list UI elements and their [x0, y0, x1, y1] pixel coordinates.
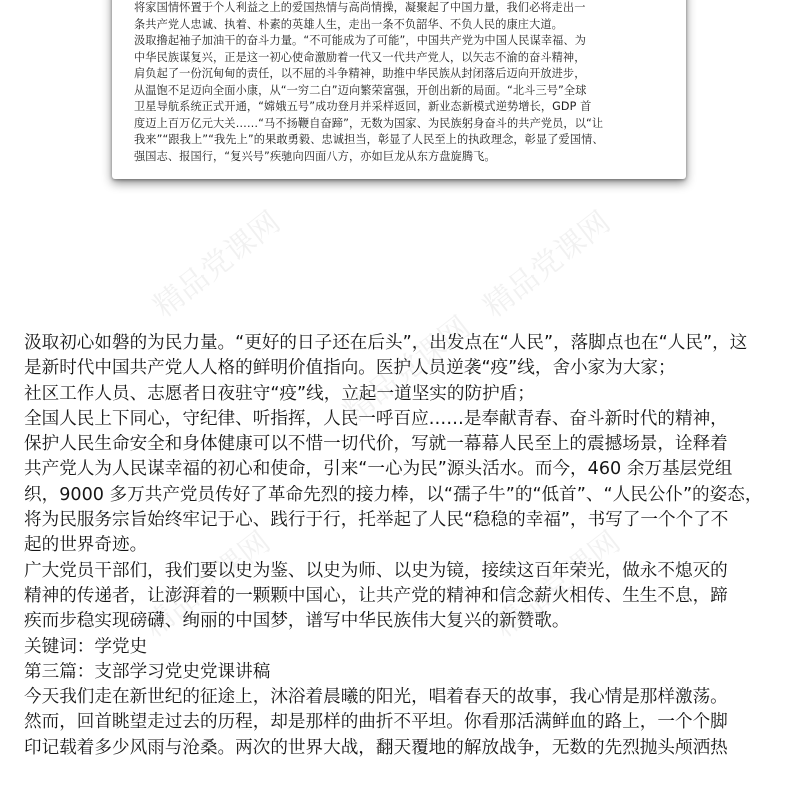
paragraph-line: 将为民服务宗旨始终牢记于心、践行于行，托举起了人民“稳稳的幸福”，书写了一个个了不 [24, 510, 729, 531]
card-line: 强国志、报国行，“复兴号”疾驰向四面八方，亦如巨龙从东方盘旋腾飞。 [134, 149, 496, 163]
watermark: 精品党课网 [487, 524, 628, 645]
paragraph-line: 织，9000 多万共产党员传好了革命先烈的接力棒，以“孺子牛”的“低首”、“人民公仆”的姿态， [24, 484, 763, 505]
paragraph-line: 共产党人为人民谋幸福的初心和使命，引来“一心为民”源头活水。而今，460 余万基层党组 [24, 459, 733, 480]
section-heading: 第三篇：支部学习党史党课讲稿 [24, 661, 271, 682]
watermark: 精品党课网 [137, 524, 278, 645]
card-line: 条共产党人忠诚、执着、朴素的英雄人生，走出一条不负韶华、不负人民的康庄大道。 [134, 17, 563, 31]
paragraph-line: 今天我们走在新世纪的征途上，沐浴着晨曦的阳光，唱着春天的故事，我心情是那样激荡。 [24, 687, 728, 708]
card-line: 中华民族谋复兴，正是这一初心使命激励着一代又一代共产党人，以矢志不渝的奋斗精神， [134, 50, 586, 64]
paragraph-line: 社区工作人员、志愿者日夜驻守“疫”线，立起一道坚实的防护盾； [24, 383, 535, 404]
paragraph-line: 然而，回首眺望走过去的历程，却是那样的曲折不平坦。你看那活满鲜血的路上，一个个脚 [24, 712, 728, 733]
card-line: 我来”“跟我上”“我先上”的果敢勇毅、忠诚担当，彰显了人民至上的执政理念，彰显了爱国情、 [134, 133, 604, 146]
document-excerpt-card [112, 0, 686, 179]
top-document-image [0, 0, 800, 330]
card-line: 汲取撸起袖子加油干的奋斗力量。“不可能成为了可能”，中国共产党为中国人民谋幸福、为 [134, 34, 587, 47]
card-line: 肩负起了一份沉甸甸的责任，以不屈的斗争精神，助推中华民族从封闭落后迈向开放进步， [134, 67, 586, 80]
paragraph-line: 精神的传递者，让澎湃着的一颗颗中国心，让共产党的精神和信念薪火相传、生生不息，蹄 [24, 585, 728, 606]
card-line: 从温饱不足迈向全面小康，从“一穷二白”迈向繁荣富强，开创出新的局面。“北斗三号”全球 [134, 83, 587, 97]
paragraph-line: 印记载着多少风雨与沧桑。两次的世界大战，翻天覆地的解放战争，无数的先烈抛头颅洒热 [24, 737, 728, 758]
card-line: 度迈上百万亿元大关……“马不扬鞭自奋蹄”，无数为国家、为民族躬身奋斗的共产党员，以“让 [134, 116, 604, 130]
paragraph-line: 全国人民上下同心，守纪律、听指挥，人民一呼百应……是奉献青春、奋斗新时代的精神， [24, 408, 728, 429]
keywords-line: 关键词：学党史 [24, 636, 148, 657]
paragraph-line: 是新时代中国共产党人人格的鲜明价值指向。医护人员逆袭“疫”线，舍小家为大家； [24, 358, 676, 379]
watermark: 精品党课网 [477, 204, 618, 325]
card-line: 将家国情怀置于个人利益之上的爱国热情与高尚情操，凝聚起了中国力量，我们必将走出一 [134, 1, 586, 14]
watermark: 精品党课网 [147, 204, 288, 325]
paragraph-line: 疾而步稳实现磅礴、绚丽的中国梦，谱写中华民族伟大复兴的新赞歌。 [24, 611, 570, 632]
paragraph-line: 广大党员干部们，我们要以史为鉴、以史为师、以史为镜，接续这百年荣光，做永不熄灭的 [24, 560, 728, 581]
paragraph-line: 汲取初心如磐的为民力量。“更好的日子还在后头”，出发点在“人民”，落脚点也在“人民”，这 [24, 333, 748, 353]
card-line: 卫星导航系统正式开通，“嫦娥五号”成功登月并采样返回，新业态新模式逆势增长，GDP 首 [134, 100, 592, 113]
paragraph-line: 保护人民生命安全和身体健康可以不惜一切代价，写就一幕幕人民至上的震撼场景，诠释着 [24, 434, 728, 455]
watermark: 精品党课网 [337, 309, 478, 430]
paragraph-line: 起的世界奇迹。 [24, 535, 148, 556]
document-body [24, 331, 784, 761]
